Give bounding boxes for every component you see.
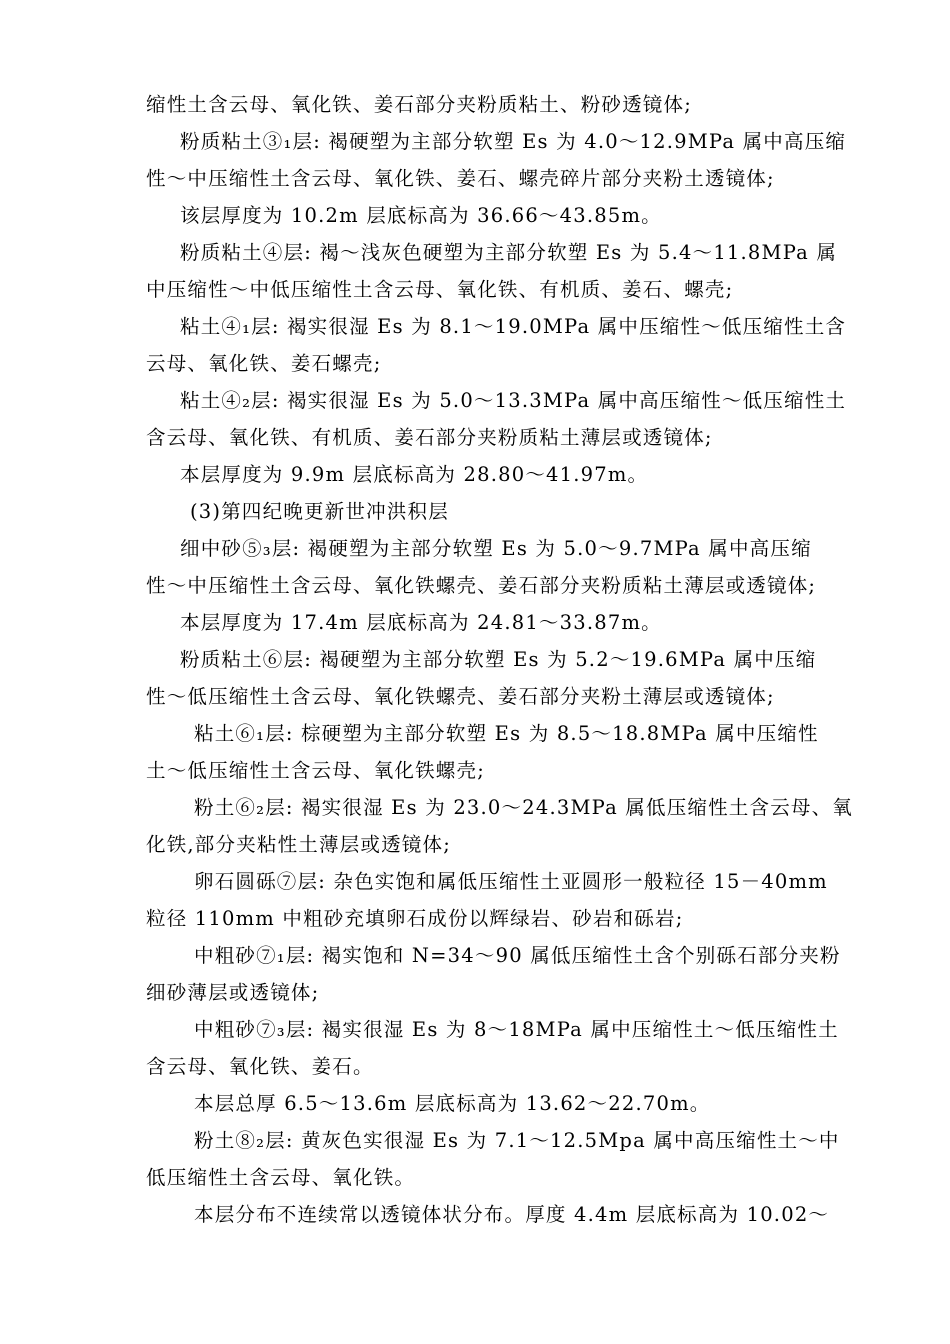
text-line: 粘土④₁层: 褐实很湿 Es 为 8.1～19.0MPa 属中压缩性～低压缩性土含	[180, 315, 847, 338]
text-line: 含云母、氧化铁、姜石。	[146, 1055, 374, 1078]
document-body	[146, 86, 866, 1233]
text-line: 本层厚度为 9.9m 层底标高为 28.80～41.97m。	[180, 463, 649, 486]
text-line: 低压缩性土含云母、氧化铁。	[146, 1166, 416, 1189]
text-line: 本层总厚 6.5～13.6m 层底标高为 13.62～22.70m。	[194, 1092, 711, 1115]
text-line: 性～中压缩性土含云母、氧化铁、姜石、螺壳碎片部分夹粉土透镜体;	[146, 167, 775, 190]
text-line: 该层厚度为 10.2m 层底标高为 36.66～43.85m。	[180, 204, 662, 227]
text-line: 粉土⑥₂层: 褐实很湿 Es 为 23.0～24.3MPa 属低压缩性土含云母、氧	[194, 796, 853, 819]
text-line: 粉土⑧₂层: 黄灰色实很湿 Es 为 7.1～12.5Mpa 属中高压缩性土～中	[194, 1129, 840, 1152]
text-line: 化铁,部分夹粘性土薄层或透镜体;	[146, 833, 451, 856]
text-line: 粒径 110mm 中粗砂充填卵石成份以辉绿岩、砂岩和砾岩;	[146, 907, 684, 930]
text-line: 缩性土含云母、氧化铁、姜石部分夹粉质粘土、粉砂透镜体;	[146, 93, 692, 116]
text-line: 粘土④₂层: 褐实很湿 Es 为 5.0～13.3MPa 属中高压缩性～低压缩性土	[180, 389, 847, 412]
text-line: 云母、氧化铁、姜石螺壳;	[146, 352, 382, 375]
text-line: 中压缩性～中低压缩性土含云母、氧化铁、有机质、姜石、螺壳;	[146, 278, 734, 301]
text-line: 本层分布不连续常以透镜体状分布。厚度 4.4m 层底标高为 10.02～	[194, 1203, 830, 1226]
text-line: 性～低压缩性土含云母、氧化铁螺壳、姜石部分夹粉土薄层或透镜体;	[146, 685, 775, 708]
text-line: 粉质粘土④层: 褐～浅灰色硬塑为主部分软塑 Es 为 5.4～11.8MPa 属	[180, 241, 838, 264]
text-line: 本层厚度为 17.4m 层底标高为 24.81～33.87m。	[180, 611, 662, 634]
text-line: 粘土⑥₁层: 棕硬塑为主部分软塑 Es 为 8.5～18.8MPa 属中压缩性	[194, 722, 819, 745]
text-line: 粉质粘土⑥层: 褐硬塑为主部分软塑 Es 为 5.2～19.6MPa 属中压缩	[180, 648, 817, 671]
text-line: 卵石圆砾⑦层: 杂色实饱和属低压缩性土亚圆形一般粒径 15－40mm	[194, 870, 828, 893]
text-line: 中粗砂⑦₃层: 褐实很湿 Es 为 8～18MPa 属中压缩性土～低压缩性土	[194, 1018, 839, 1041]
text-line: 土～低压缩性土含云母、氧化铁螺壳;	[146, 759, 485, 782]
text-line: 细砂薄层或透镜体;	[146, 981, 320, 1004]
text-line: 细中砂⑤₃层: 褐硬塑为主部分软塑 Es 为 5.0～9.7MPa 属中高压缩	[180, 537, 812, 560]
text-line: 性～中压缩性土含云母、氧化铁螺壳、姜石部分夹粉质粘土薄层或透镜体;	[146, 574, 817, 597]
text-line: 含云母、氧化铁、有机质、姜石部分夹粉质粘土薄层或透镜体;	[146, 426, 713, 449]
text-line: 粉质粘土③₁层: 褐硬塑为主部分软塑 Es 为 4.0～12.9MPa 属中高压缩	[180, 130, 847, 153]
section-heading: (3)第四纪晚更新世冲洪积层	[190, 500, 449, 523]
text-line: 中粗砂⑦₁层: 褐实饱和 N=34～90 属低压缩性土含个别砾石部分夹粉	[194, 944, 841, 967]
